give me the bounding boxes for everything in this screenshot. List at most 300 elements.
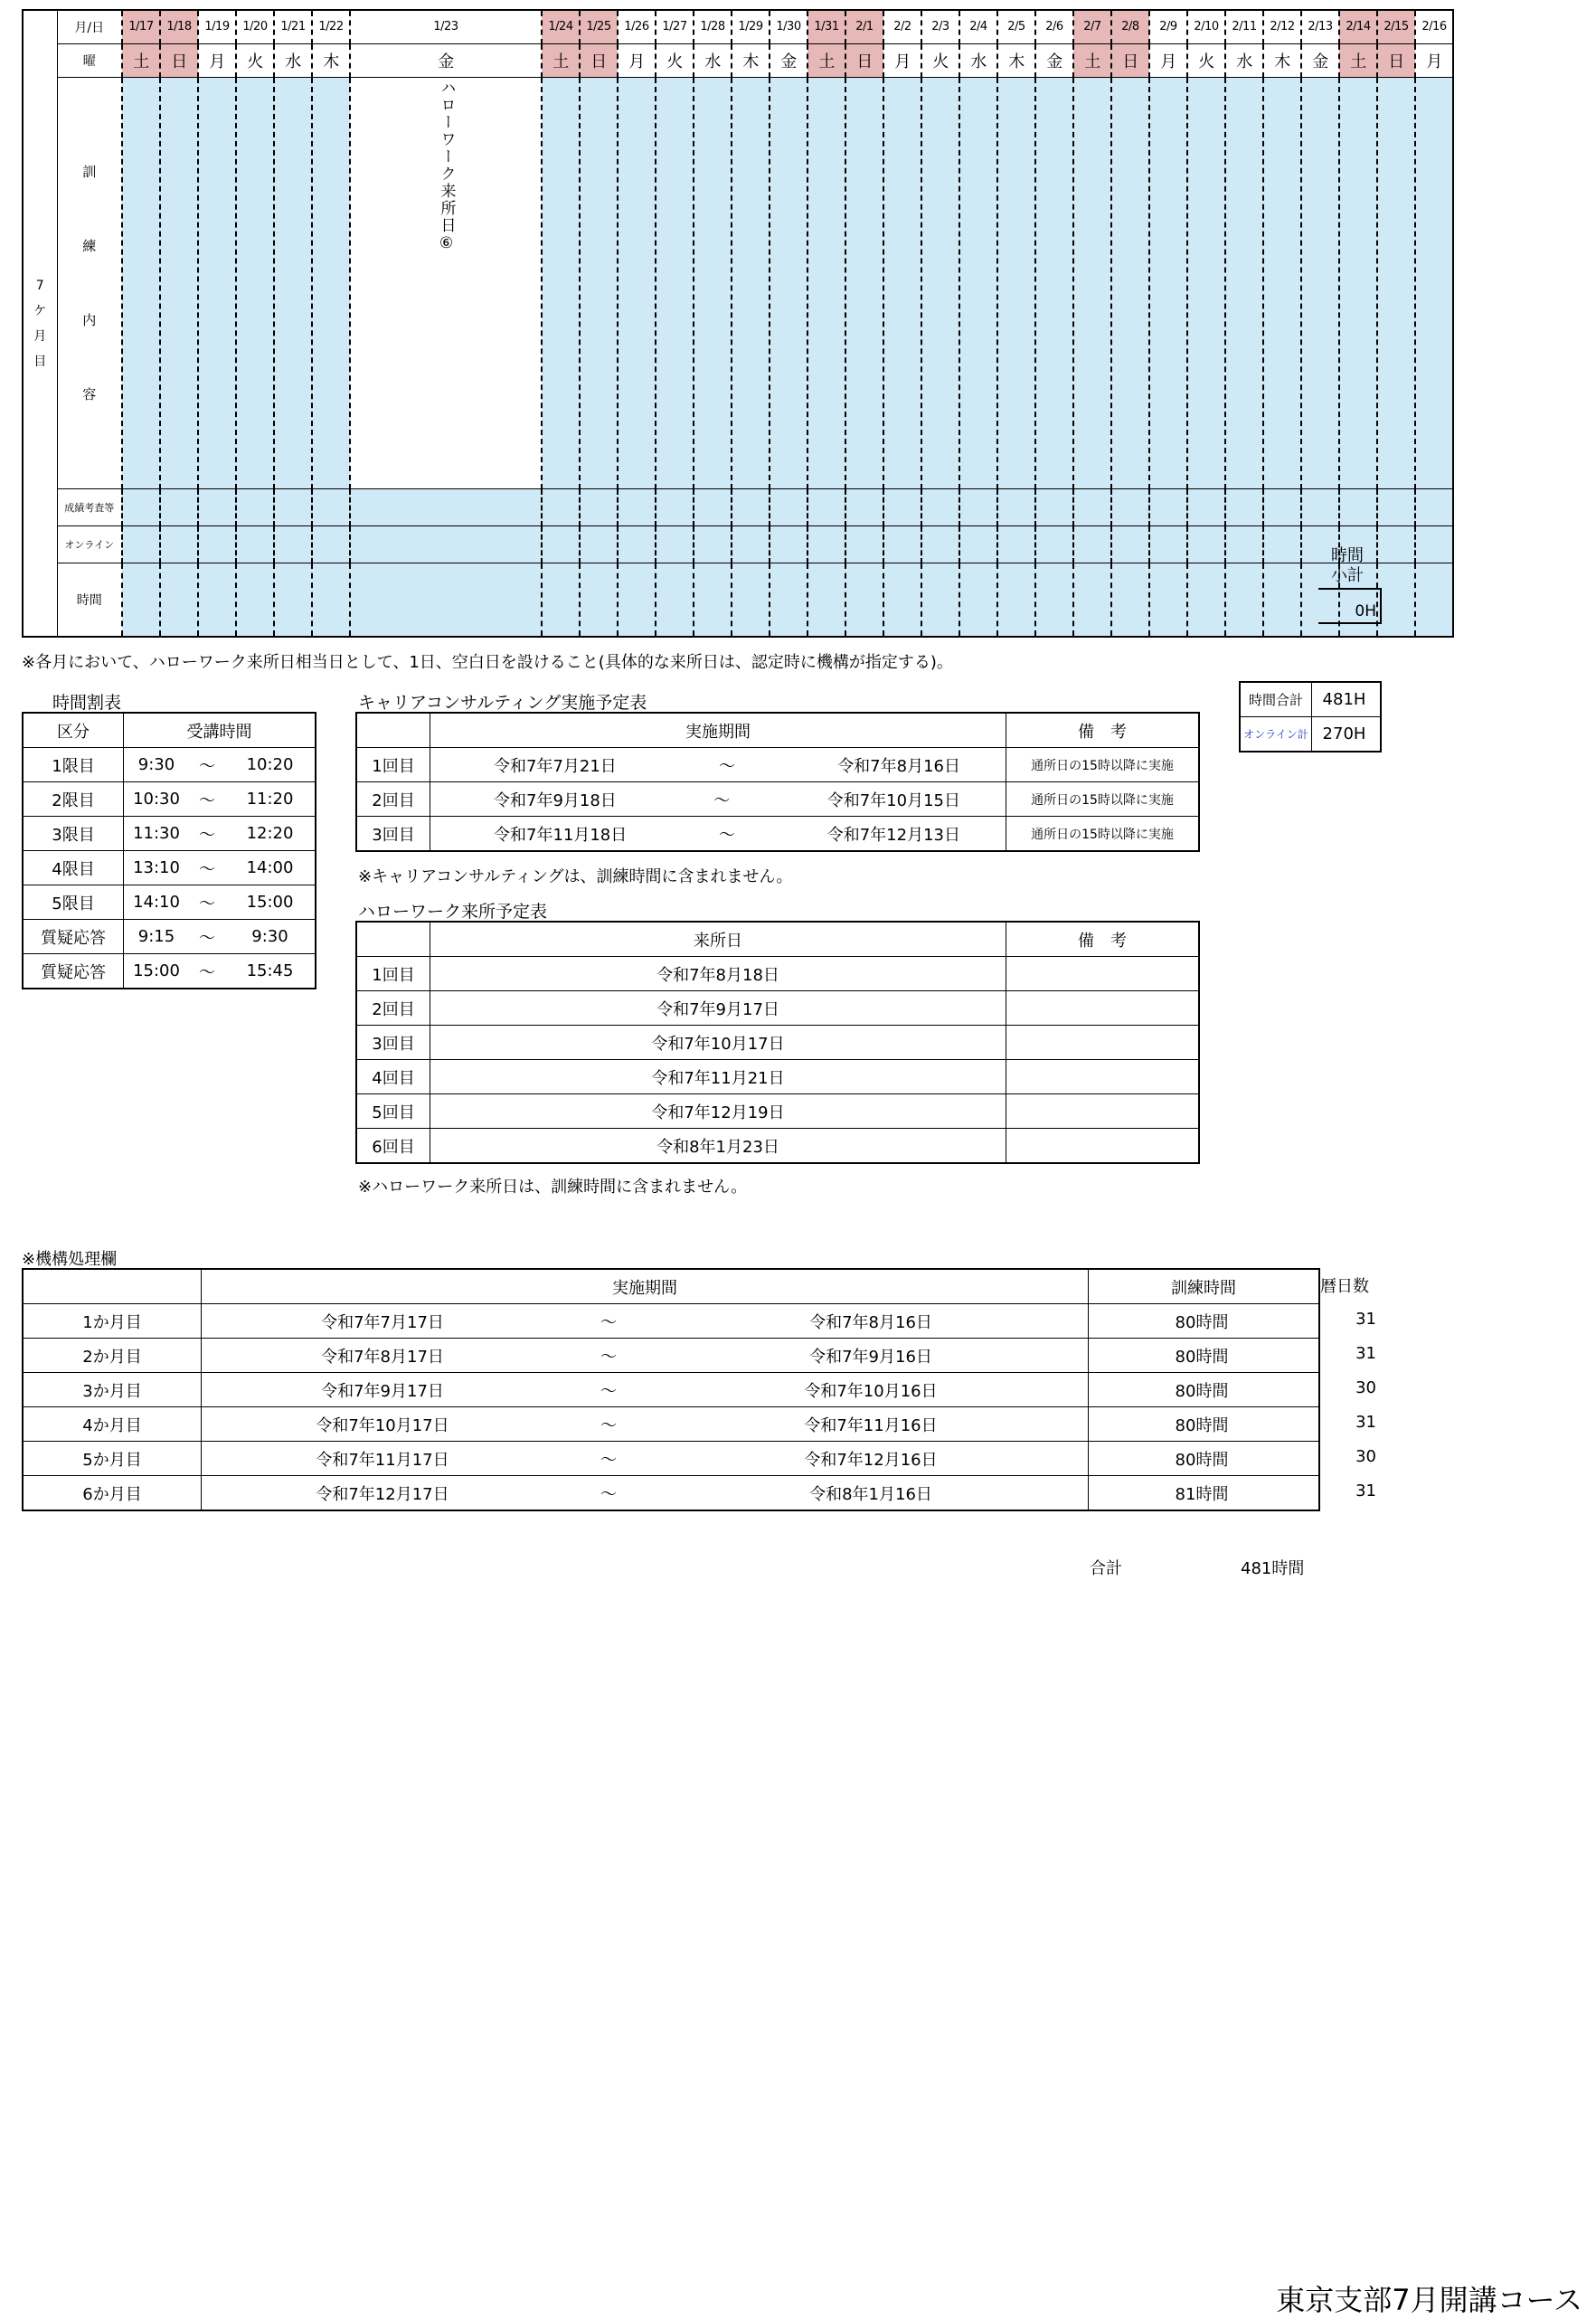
kikou-days-column [1329,1302,1376,1509]
date-cell: 1/20 [236,10,274,43]
dow-cell: 火 [921,43,959,77]
online-cell [198,525,236,563]
exam-cell [1111,488,1149,525]
dow-cell: 水 [274,43,312,77]
dow-cell: 木 [1263,43,1301,77]
content-cell [618,77,656,488]
subtotal-value: 0H [1355,602,1376,620]
period-start: 15:00 [124,954,190,989]
content-cell [1415,77,1453,488]
kikou-days: 31 [1355,1310,1376,1329]
kikou-col-days: 暦日数 [1320,1277,1369,1296]
content-cell [770,77,807,488]
date-row-label: 月/日 [57,10,122,43]
dow-cell: 日 [845,43,883,77]
hellowork-note [1006,957,1200,991]
period-end: 12:20 [225,817,316,851]
career-col-note: 備 考 [1006,713,1200,748]
hellowork-round: 6回目 [356,1129,430,1164]
hellowork-note [1006,1060,1200,1094]
time-cell [1187,563,1225,637]
dow-cell: 土 [542,43,580,77]
online-cell [656,525,694,563]
time-cell [198,563,236,637]
exam-cell [694,488,732,525]
hellowork-day: 令和7年9月17日 [430,991,1006,1026]
period-tilde: ～ [189,817,225,851]
hellowork-col-day: 来所日 [430,922,1006,957]
career-period-wrap [430,753,1006,777]
kikou-month: 2か月目 [23,1339,202,1373]
dow-cell: 金 [1035,43,1073,77]
time-cell [1263,563,1301,637]
exam-cell [1225,488,1263,525]
period-name: 4限目 [23,851,124,885]
time-cell [122,563,160,637]
exam-cell [807,488,845,525]
date-cell: 2/16 [1415,10,1453,43]
content-cell [236,77,274,488]
exam-cell [122,488,160,525]
date-cell: 2/9 [1149,10,1187,43]
timetable-row [23,920,316,954]
kikou-col-period: 実施期間 [202,1269,1089,1304]
kikou-col-hours: 訓練時間 [1089,1269,1320,1304]
kikou-hours: 80時間 [1089,1373,1320,1407]
time-cell [580,563,618,637]
kikou-days: 30 [1355,1447,1376,1466]
period-tilde: ～ [189,920,225,954]
online-cell [1149,525,1187,563]
time-cell [694,563,732,637]
kikou-month: 1か月目 [23,1304,202,1339]
dow-cell: 月 [1415,43,1453,77]
subtotal-box [1318,588,1382,624]
career-note: 通所日の15時以降に実施 [1006,817,1200,852]
kikou-hours: 80時間 [1089,1304,1320,1339]
online-cell [807,525,845,563]
content-cell [732,77,770,488]
date-cell: 1/21 [274,10,312,43]
exam-cell [997,488,1035,525]
content-cell [997,77,1035,488]
online-cell [770,525,807,563]
hellowork-title: ハローワーク来所予定表 [358,902,548,922]
content-cell [122,77,160,488]
date-cell: 2/5 [997,10,1035,43]
kikou-row [23,1442,1319,1476]
time-cell [312,563,350,637]
totals-table [1239,681,1382,752]
online-cell [1225,525,1263,563]
date-cell: 1/25 [580,10,618,43]
timetable-col-kubun: 区分 [23,713,124,748]
date-cell: 1/26 [618,10,656,43]
online-total-value: 270H [1312,717,1382,752]
hellowork-col-note: 備 考 [1006,922,1200,957]
exam-cell [959,488,997,525]
date-cell: 2/11 [1225,10,1263,43]
time-cell [1035,563,1073,637]
date-cell: 2/7 [1073,10,1111,43]
content-cell [198,77,236,488]
hellowork-row [356,957,1199,991]
time-cell [770,563,807,637]
online-cell [959,525,997,563]
dow-cell: 月 [618,43,656,77]
content-cell [1149,77,1187,488]
content-cell [845,77,883,488]
online-cell [1073,525,1111,563]
period-tilde: ～ [189,851,225,885]
date-cell: 1/22 [312,10,350,43]
exam-cell [1415,488,1453,525]
kikou-start: 令和7年9月17日 [202,1373,564,1407]
career-round: 3回目 [356,817,430,852]
dow-cell: 月 [883,43,921,77]
hellowork-note [1006,1094,1200,1129]
month-label-char: 月 [33,328,47,344]
hellowork-round: 2回目 [356,991,430,1026]
dow-cell: 土 [122,43,160,77]
content-cell [580,77,618,488]
dow-cell: 土 [807,43,845,77]
time-cell [618,563,656,637]
career-start: 令和7年9月18日 [494,790,617,810]
dow-cell: 木 [732,43,770,77]
career-col-empty [356,713,430,748]
kikou-end: 令和8年1月16日 [654,1476,1089,1511]
kikou-start: 令和7年11月17日 [202,1442,564,1476]
total-hours-label: 時間合計 [1240,682,1312,717]
kikou-tilde: ～ [563,1407,654,1442]
career-title: キャリアコンサルティング実施予定表 [358,693,647,713]
period-name: 2限目 [23,782,124,817]
time-cell [542,563,580,637]
date-cell: 1/17 [122,10,160,43]
content-cell [1263,77,1301,488]
hellowork-row [356,991,1199,1026]
exam-cell [1149,488,1187,525]
hellowork-day: 令和7年10月17日 [430,1026,1006,1060]
timetable-title: 時間割表 [52,693,122,713]
career-table [355,712,1200,852]
online-cell [542,525,580,563]
online-cell [1187,525,1225,563]
timetable-row [23,748,316,782]
online-cell [236,525,274,563]
period-end: 11:20 [225,782,316,817]
career-row [356,817,1199,852]
dow-cell: 水 [1225,43,1263,77]
period-start: 11:30 [124,817,190,851]
online-cell [618,525,656,563]
dow-cell: 月 [1149,43,1187,77]
time-cell [959,563,997,637]
online-cell [1415,525,1453,563]
career-row [356,782,1199,817]
content-row-label [57,77,122,488]
date-cell: 2/12 [1263,10,1301,43]
hellowork-footnote: ※ハローワーク来所日は、訓練時間に含まれません。 [358,1178,748,1197]
time-cell [1073,563,1111,637]
kikou-month: 4か月目 [23,1407,202,1442]
hellowork-table [355,921,1200,1164]
hellowork-day-cell [350,77,542,488]
date-cell: 2/1 [845,10,883,43]
date-cell: 1/31 [807,10,845,43]
content-cell [883,77,921,488]
kikou-days: 31 [1355,1413,1376,1432]
online-cell [732,525,770,563]
date-cell: 1/19 [198,10,236,43]
dow-cell: 金 [350,43,542,77]
month-label-char: ケ [33,303,47,318]
content-cell [921,77,959,488]
career-col-period: 実施期間 [430,713,1006,748]
kikou-hours: 80時間 [1089,1442,1320,1476]
kikou-start: 令和7年7月17日 [202,1304,564,1339]
exam-cell [732,488,770,525]
exam-cell [160,488,198,525]
kikou-row [23,1476,1319,1511]
dow-cell: 火 [1187,43,1225,77]
content-cell [1225,77,1263,488]
time-cell [350,563,542,637]
career-end: 令和7年8月16日 [837,756,960,776]
period-tilde: ～ [189,954,225,989]
subtotal-label [1320,546,1374,586]
dow-cell: 金 [770,43,807,77]
date-cell: 2/8 [1111,10,1149,43]
career-round: 2回目 [356,782,430,817]
hellowork-round: 1回目 [356,957,430,991]
kikou-end: 令和7年8月16日 [654,1304,1089,1339]
date-cell: 1/28 [694,10,732,43]
exam-cell [1073,488,1111,525]
timetable-row [23,817,316,851]
time-cell [1415,563,1453,637]
period-tilde: ～ [189,748,225,782]
dow-row-label: 曜 [57,43,122,77]
time-cell [845,563,883,637]
career-note: 通所日の15時以降に実施 [1006,748,1200,782]
time-cell [921,563,959,637]
hellowork-note [1006,991,1200,1026]
hellowork-day-text: ハローワーク来所日⑥ [437,79,456,254]
kikou-month: 6か月目 [23,1476,202,1511]
kikou-tilde: ～ [563,1304,654,1339]
total-hours-value: 481H [1312,682,1382,717]
kikou-row [23,1304,1319,1339]
kikou-table [22,1268,1320,1511]
dow-cell: 水 [959,43,997,77]
content-cell [959,77,997,488]
exam-cell [770,488,807,525]
career-tilde: ～ [719,825,735,845]
exam-cell [618,488,656,525]
content-cell [1377,77,1415,488]
kikou-col-empty [23,1269,202,1304]
kikou-row [23,1407,1319,1442]
online-cell [580,525,618,563]
kikou-sum-label: 合計 [1090,1559,1122,1578]
kikou-row [23,1339,1319,1373]
hellowork-day: 令和7年12月19日 [430,1094,1006,1129]
exam-cell [1339,488,1377,525]
subtotal-label-line1: 時間 [1331,546,1364,565]
career-start: 令和7年11月18日 [494,825,628,845]
career-period [430,748,1006,782]
kikou-start: 令和7年8月17日 [202,1339,564,1373]
exam-cell [656,488,694,525]
exam-cell [198,488,236,525]
dow-cell: 木 [997,43,1035,77]
period-end: 10:20 [225,748,316,782]
career-row [356,748,1199,782]
period-name: 1限目 [23,748,124,782]
online-cell [921,525,959,563]
exam-cell [350,488,542,525]
period-tilde: ～ [189,782,225,817]
online-total-label: オンライン計 [1240,717,1312,752]
time-cell [236,563,274,637]
period-start: 14:10 [124,885,190,920]
online-cell [1111,525,1149,563]
period-end: 14:00 [225,851,316,885]
dow-cell: 日 [580,43,618,77]
content-cell [807,77,845,488]
dow-cell: 日 [1111,43,1149,77]
hellowork-note [1006,1129,1200,1164]
period-name: 質疑応答 [23,954,124,989]
dow-cell: 火 [656,43,694,77]
date-cell: 1/18 [160,10,198,43]
exam-cell [1187,488,1225,525]
career-footnote: ※キャリアコンサルティングは、訓練時間に含まれません。 [358,867,793,886]
online-cell [1035,525,1073,563]
monthly-note: ※各月において、ハローワーク来所日相当日として、1日、空白日を設けること(具体的な来所日は、認定時に機構が指定する)。 [22,653,953,672]
content-cell [1111,77,1149,488]
kikou-title: ※機構処理欄 [22,1250,118,1269]
time-cell [1149,563,1187,637]
online-cell [122,525,160,563]
kikou-days: 31 [1355,1344,1376,1363]
hellowork-day: 令和8年1月23日 [430,1129,1006,1164]
career-note: 通所日の15時以降に実施 [1006,782,1200,817]
timetable-row [23,851,316,885]
time-cell [1377,563,1415,637]
hellowork-row [356,1094,1199,1129]
kikou-start: 令和7年10月17日 [202,1407,564,1442]
date-cell: 2/14 [1339,10,1377,43]
career-period [430,817,1006,852]
period-start: 9:15 [124,920,190,954]
content-cell [1339,77,1377,488]
kikou-days: 31 [1355,1481,1376,1500]
dow-cell: 土 [1073,43,1111,77]
hellowork-round: 4回目 [356,1060,430,1094]
dow-cell: 日 [1377,43,1415,77]
kikou-end: 令和7年11月16日 [654,1407,1089,1442]
date-cell: 2/10 [1187,10,1225,43]
kikou-sum-value: 481時間 [1241,1559,1305,1578]
hellowork-row [356,1129,1199,1164]
exam-cell [883,488,921,525]
timetable-row [23,954,316,989]
period-tilde: ～ [189,885,225,920]
online-cell [350,525,542,563]
exam-cell [921,488,959,525]
dow-cell: 日 [160,43,198,77]
date-cell: 2/6 [1035,10,1073,43]
kikou-hours: 80時間 [1089,1407,1320,1442]
month-label [23,10,57,637]
content-cell [312,77,350,488]
kikou-end: 令和7年9月16日 [654,1339,1089,1373]
dow-cell: 月 [198,43,236,77]
content-cell [694,77,732,488]
date-cell: 1/24 [542,10,580,43]
calendar-table [22,9,1454,638]
hellowork-note [1006,1026,1200,1060]
date-cell: 2/15 [1377,10,1415,43]
content-cell [542,77,580,488]
period-start: 9:30 [124,748,190,782]
exam-cell [1377,488,1415,525]
date-cell: 2/3 [921,10,959,43]
career-start: 令和7年7月21日 [494,756,617,776]
date-cell: 1/27 [656,10,694,43]
dow-cell: 金 [1301,43,1339,77]
period-start: 10:30 [124,782,190,817]
date-cell: 2/13 [1301,10,1339,43]
subtotal-label-line2: 小計 [1331,566,1364,585]
period-end: 15:45 [225,954,316,989]
hellowork-col-empty [356,922,430,957]
hellowork-round: 5回目 [356,1094,430,1129]
dow-cell: 土 [1339,43,1377,77]
hellowork-day: 令和7年11月21日 [430,1060,1006,1094]
time-cell [732,563,770,637]
content-cell [274,77,312,488]
kikou-month: 5か月目 [23,1442,202,1476]
exam-cell [845,488,883,525]
exam-cell [1035,488,1073,525]
kikou-hours: 80時間 [1089,1339,1320,1373]
kikou-days: 30 [1355,1378,1376,1397]
kikou-tilde: ～ [563,1442,654,1476]
content-cell [1035,77,1073,488]
kikou-end: 令和7年10月16日 [654,1373,1089,1407]
time-cell [274,563,312,637]
career-period-wrap [430,822,1006,846]
period-end: 15:00 [225,885,316,920]
content-label-char: 訓 [82,163,97,180]
date-cell: 2/2 [883,10,921,43]
online-cell [1263,525,1301,563]
career-end: 令和7年10月15日 [826,790,960,810]
period-name: 5限目 [23,885,124,920]
career-round: 1回目 [356,748,430,782]
dow-cell: 木 [312,43,350,77]
career-end: 令和7年12月13日 [826,825,960,845]
time-cell [1111,563,1149,637]
time-row-label: 時間 [57,563,122,637]
footer-title: 東京支部7月開講コース [1276,2283,1582,2317]
kikou-month: 3か月目 [23,1373,202,1407]
exam-cell [1301,488,1339,525]
